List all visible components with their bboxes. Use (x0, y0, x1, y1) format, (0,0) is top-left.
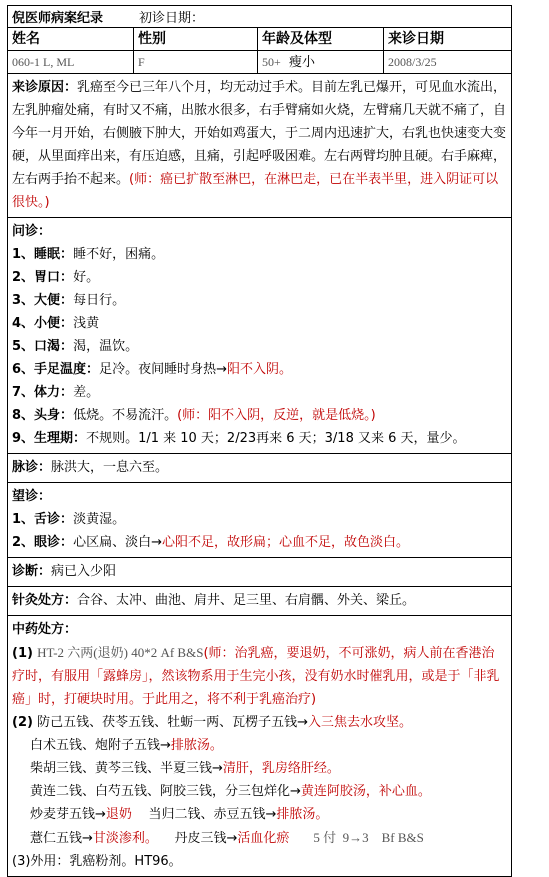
herbal-label: 中药处方： (12, 622, 78, 637)
prescription-2-line: 黄连二钱、白芍五钱、阿胶三钱，分三包烊化→黄连阿胶汤，补心血。 (30, 784, 431, 799)
arrow-icon: → (82, 831, 93, 846)
prescription-1-text: HT-2 六两(退奶) 40*2 Af B&S (37, 645, 204, 660)
prescription-2-line: 白术五钱、炮附子五钱→排脓汤。 (30, 738, 223, 753)
arrow-icon: → (151, 535, 162, 550)
observe-item: 1、舌诊：淡黄湿。 (12, 512, 126, 527)
arrow-icon: → (265, 807, 277, 822)
info-header-row (8, 28, 511, 51)
date-label: 来诊日期 (388, 31, 444, 47)
inquiry-item: 9、生理期：不规则。1/1 来 10 天；2/23再来 6 天；3/18 又来 6 天，量少。 (12, 431, 466, 446)
arrow-icon: → (95, 807, 106, 822)
inquiry-section (8, 218, 511, 454)
prescription-1-note: (师：治乳癌，要退奶，不可涨奶，病人前在香港治疗时，有服用「露蜂房」，然该物系用于生完小孩，没有奶水时催乳用，或是于「非乳癌」时，打硬块时用。于此用之，将不利于乳癌治疗) (12, 646, 500, 707)
arrow-icon: → (297, 715, 308, 730)
inquiry-item: 1、睡眠：睡不好，困痛。 (12, 247, 165, 262)
reason-text: 乳癌至今已三年八个月，均无动过手术。目前左乳已爆开，可见血水流出，左乳肿瘤处痛，有时又不痛，出脓水很多，右手臂痛如火烧，左臂痛几天就不痛了，自今年一月开始，右侧腋下肿大，开始如鸡蛋大，于二周内迅速扩大，右乳也快速变大变硬，从里面痒出来，有压迫感，且痛，引起呼吸困难。左右两臂均肿且硬。右手麻痺，左右两手抬不起来。 (12, 80, 507, 187)
age-label: 年龄及体型 (258, 28, 384, 50)
observe-section (8, 483, 511, 558)
diagnosis-section (8, 558, 511, 587)
body-value: 瘦小 (289, 55, 316, 70)
reason-section (8, 74, 511, 218)
first-visit-label: 初诊日期： (139, 11, 205, 26)
name-label: 姓名 (8, 28, 134, 50)
inquiry-item: 6、手足温度：足冷。夜间睡时身热→阳不入阴。 (12, 362, 292, 377)
prescription-2-line: 柴胡三钱、黄芩三钱、半夏三钱→清肝，乳房络肝经。 (30, 761, 340, 776)
prescription-2-line: (2) 防己五钱、茯苓五钱、牡蛎一两、瓦楞子五钱→入三焦去水攻坚。 (12, 715, 413, 730)
date-value: 2008/3/25 (388, 55, 437, 69)
inquiry-item: 2、胃口：好。 (12, 270, 100, 285)
inquiry-item: 5、口渴：渴，温饮。 (12, 339, 139, 354)
prescription-2-line: 炒麦芽五钱→退奶 当归二钱、赤豆五钱→排脓汤。 (30, 807, 329, 822)
pulse-section (8, 454, 511, 483)
inquiry-item: 4、小便：浅黄 (12, 316, 100, 331)
dosage-note: 5 付 9→3 Bf B&S (313, 830, 424, 845)
pulse-label: 脉诊： (12, 460, 52, 475)
inquiry-item: 7、体力：差。 (12, 385, 100, 400)
arrow-icon: → (290, 784, 301, 799)
title-row (8, 6, 511, 28)
arrow-icon: → (216, 362, 227, 377)
sex-label: 性别 (134, 28, 258, 50)
case-record-sheet (7, 5, 512, 877)
reason-note: (师：癌已扩散至淋巴，在淋巴走，已在半表半里，进入阴证可以很快。) (12, 172, 499, 210)
arrow-icon: → (212, 761, 223, 776)
acupuncture-text: 合谷、太冲、曲池、肩井、足三里、右肩髃、外关、梁丘。 (77, 593, 416, 608)
arrow-icon: → (160, 738, 171, 753)
inquiry-item: 3、大便：每日行。 (12, 293, 126, 308)
info-value-row (8, 51, 511, 74)
age-value: 50+ (262, 55, 281, 69)
acupuncture-section (8, 587, 511, 616)
inquiry-item: 8、头身：低烧。不易流汗。(师：阳不入阴，反逆，就是低烧。) (12, 408, 376, 423)
name-value: 060-1 L, ML (8, 51, 134, 73)
prescription-3: (3)外用：乳癌粉剂。HT96。 (12, 854, 182, 869)
pulse-text: 脉洪大，一息六至。 (51, 460, 169, 475)
diagnosis-text: 病已入少阳 (51, 564, 117, 579)
age-cell (258, 51, 384, 73)
prescription-2-line: 薏仁五钱→甘淡渗利。 丹皮三钱→活血化瘀 5 付 9→3 Bf B&S (30, 830, 424, 846)
reason-label: 来诊原因： (12, 80, 78, 95)
arrow-icon: → (226, 831, 238, 846)
prescription-1: (1) HT-2 六两(退奶) 40*2 Af B&S(师：治乳癌，要退奶，不可涨奶，病人前在香港治疗时，有服用「露蜂房」，然该物系用于生完小孩，没有奶水时催乳用，或是于「非乳癌」时，打硬块时用。于此用之，将不利于乳癌治疗) (12, 645, 500, 707)
record-title: 倪医师病案纪录 (12, 11, 104, 26)
observe-item: 2、眼诊：心区扁、淡白→心阳不足，故形扁；心血不足，故色淡白。 (12, 535, 409, 550)
diagnosis-label: 诊断： (12, 564, 52, 579)
observe-label: 望诊： (12, 489, 52, 504)
acupuncture-label: 针灸处方： (12, 593, 78, 608)
inquiry-label: 问诊： (12, 224, 52, 239)
herbal-section (8, 616, 511, 876)
sex-value: F (134, 51, 258, 73)
